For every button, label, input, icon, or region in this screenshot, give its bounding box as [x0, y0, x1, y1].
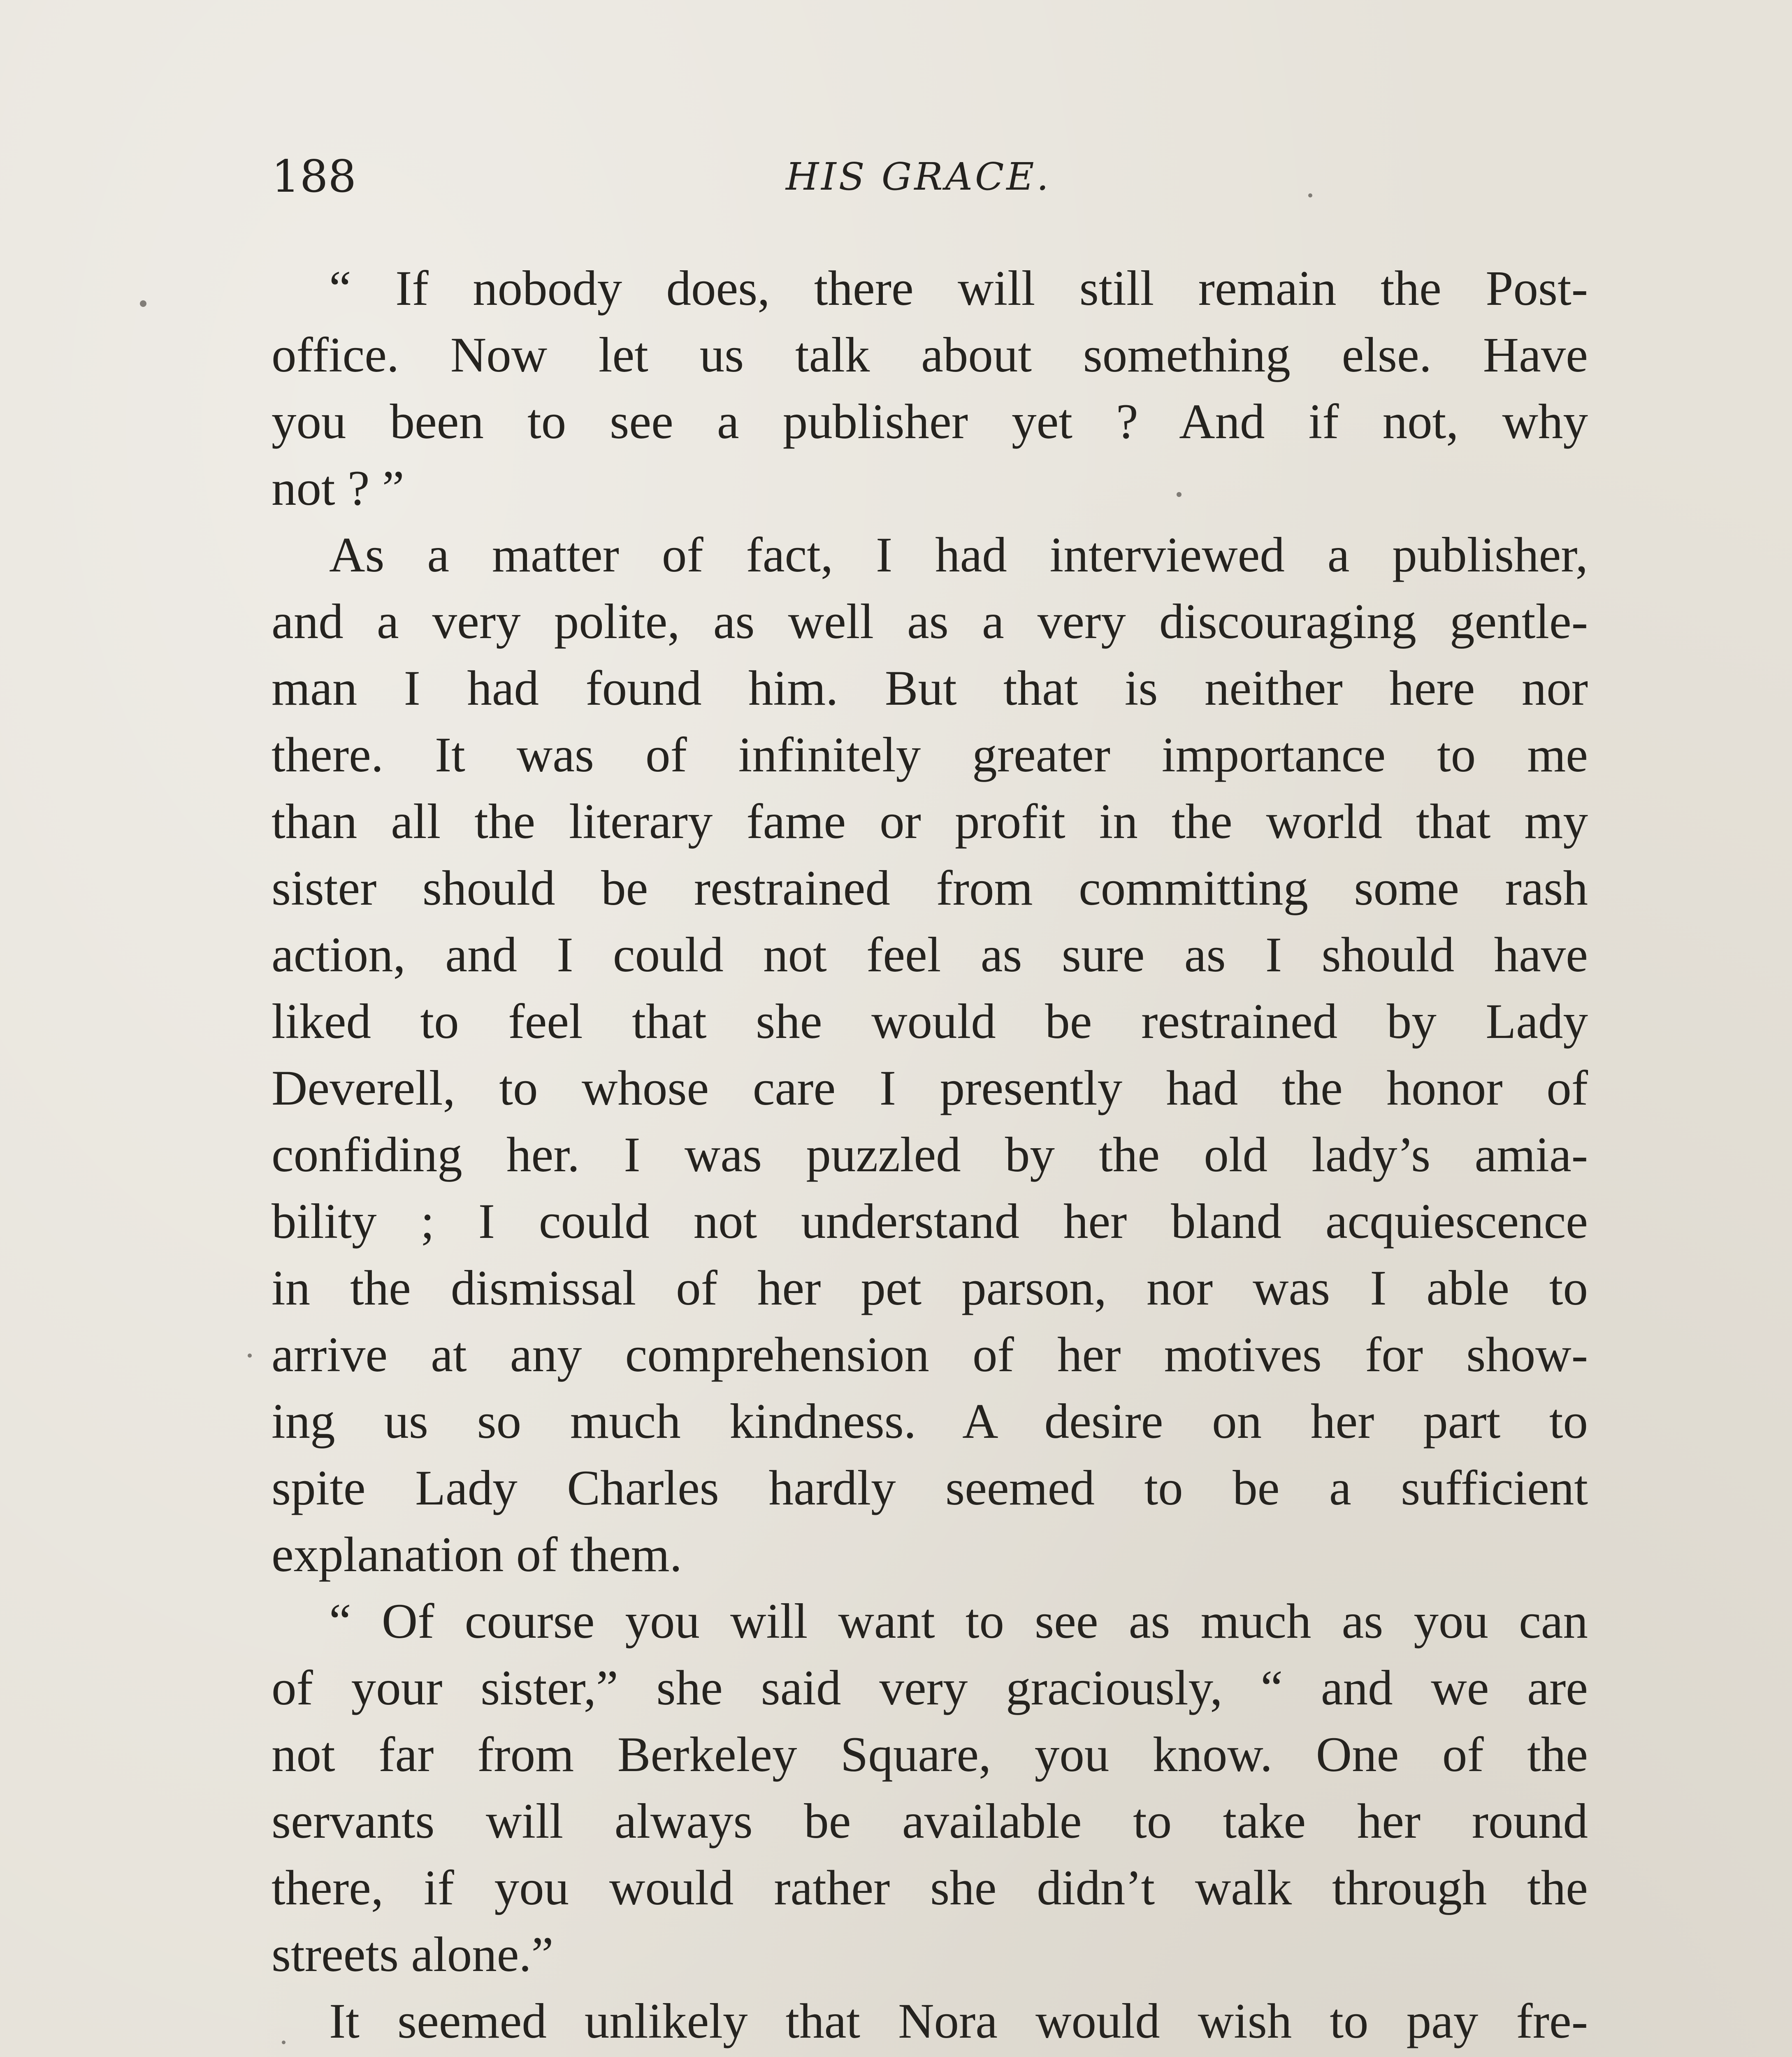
text-line: spite Lady Charles hardly seemed to be a sufficient [272, 1460, 1588, 1516]
text-line: servants will always be available to take her round [272, 1794, 1588, 1849]
text-line: confiding her. I was puzzled by the old lady’s amia- [272, 1127, 1588, 1182]
text-line: there, if you would rather she didn’t walk through the [272, 1860, 1588, 1915]
text-line: of your sister,” she said very graciously, “ and we are [272, 1660, 1588, 1716]
text-line: Deverell, to whose care I presently had the honor of [272, 1061, 1588, 1116]
text-line: you been to see a publisher yet ? And if not, why [272, 394, 1588, 449]
text-line: not ? ” [272, 461, 404, 516]
page-header [272, 148, 1588, 214]
text-line: arrive at any comprehension of her motives for show- [272, 1327, 1588, 1382]
text-line [272, 2055, 1588, 2057]
body-text [272, 255, 1588, 2057]
text-line: there. It was of infinitely greater importance to me [272, 727, 1588, 782]
paper-speck [282, 2041, 286, 2044]
page-number: 188 [272, 151, 357, 202]
text-line: sister should be restrained from committing some rash [272, 861, 1588, 916]
paper-speck [1308, 193, 1312, 197]
paper-speck [1177, 492, 1182, 497]
text-line: not far from Berkeley Square, you know. One of the [272, 1727, 1588, 1782]
text-line: office. Now let us talk about something else. Have [272, 327, 1588, 383]
text-line: than all the literary fame or profit in the world that my [272, 794, 1588, 849]
text-line: It seemed unlikely that Nora would wish to pay fre- [329, 1994, 1588, 2049]
text-line: “ If nobody does, there will still remain the Post- [329, 261, 1588, 316]
running-head: HIS GRACE. [786, 155, 1051, 199]
text-line: and a very polite, as well as a very discouraging gentle- [272, 594, 1588, 649]
text-line: “ Of course you will want to see as much as you can [329, 1594, 1588, 1649]
paper-speck [248, 1354, 252, 1358]
text-line: ing us so much kindness. A desire on her part to [272, 1394, 1588, 1449]
text-line: streets alone.” [272, 1927, 554, 1982]
text-line: man I had found him. But that is neither here nor [272, 661, 1588, 716]
text-line: action, and I could not feel as sure as I should have [272, 927, 1588, 982]
text-line: bility ; I could not understand her bland acquiescence [272, 1194, 1588, 1249]
text-line: explanation of them. [272, 1527, 682, 1582]
text-line: As a matter of fact, I had interviewed a publisher, [329, 527, 1588, 583]
text-line: in the dismissal of her pet parson, nor was I able to [272, 1261, 1588, 1316]
paper-speck [140, 300, 146, 307]
text-line: liked to feel that she would be restrained by Lady [272, 994, 1588, 1049]
